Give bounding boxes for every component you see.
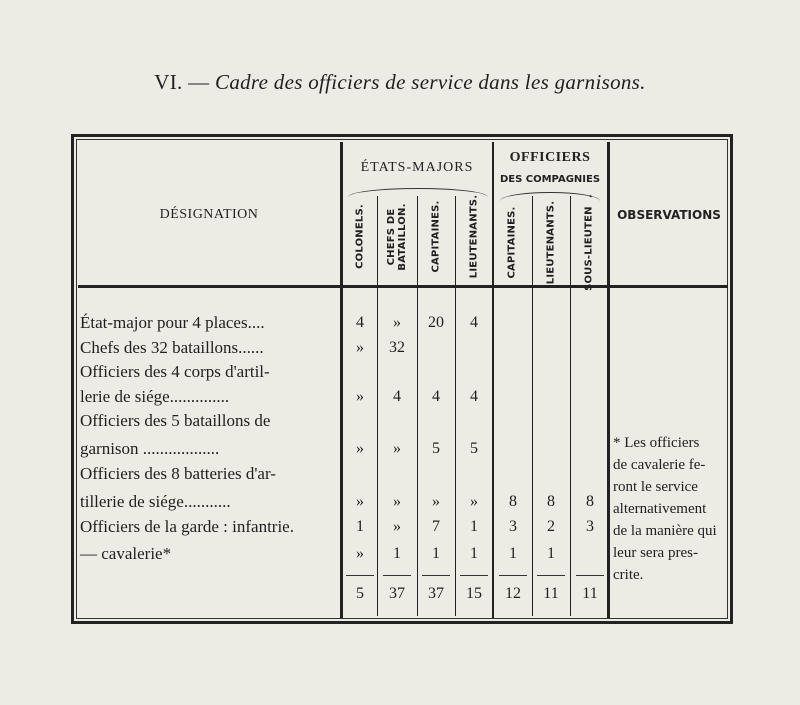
table-cell: 32 <box>389 339 405 356</box>
observations-note <box>613 432 731 586</box>
sum-rule <box>422 575 450 576</box>
table-cell: 4 <box>393 388 401 405</box>
total-cell: 11 <box>582 585 598 602</box>
table-cell: 4 <box>470 314 478 331</box>
sep-groups <box>492 142 494 618</box>
col-lieutenants-em: LIEUTENANTS. <box>468 194 480 279</box>
total-cell: 37 <box>428 585 444 602</box>
row-label: garnison .................. <box>80 439 220 458</box>
table-cell: 2 <box>547 518 555 535</box>
total-cell: 37 <box>389 585 405 602</box>
table-cell: » <box>356 545 364 562</box>
obs-line: de la manière qui <box>613 523 717 539</box>
row-label: Officiers des 5 bataillons de <box>80 411 271 430</box>
table-cell: 1 <box>470 518 478 535</box>
table-cell: 4 <box>470 388 478 405</box>
table-cell: 20 <box>428 314 444 331</box>
table-cell: » <box>356 493 364 510</box>
table-cell: 5 <box>432 440 440 457</box>
table-cell: 8 <box>586 493 594 510</box>
sum-rule <box>576 575 604 576</box>
table-cell: » <box>356 440 364 457</box>
header-officiers: OFFICIERS <box>509 150 591 165</box>
row-label: Officiers des 4 corps d'artil- <box>80 362 270 381</box>
total-cell: 12 <box>505 585 521 602</box>
table-cell: 3 <box>586 518 594 535</box>
table-cell: 8 <box>547 493 555 510</box>
table-cell: 8 <box>509 493 517 510</box>
table-cell: » <box>356 339 364 356</box>
obs-line: crite. <box>613 567 644 583</box>
table-cell: » <box>470 493 478 510</box>
obs-line: ront le service <box>613 479 698 495</box>
col-chefs-bataillon <box>386 187 408 287</box>
table-cell: 5 <box>470 440 478 457</box>
title-number: VI. — <box>154 70 210 94</box>
total-cell: 11 <box>543 585 559 602</box>
row-label: lerie de siége.............. <box>80 387 230 406</box>
table-cell: » <box>356 388 364 405</box>
table-cell: 1 <box>432 545 440 562</box>
row-label: Officiers des 8 batteries d'ar- <box>80 464 276 483</box>
row-label: tillerie de siége........... <box>80 492 231 511</box>
header-des-compagnies: DES COMPAGNIES <box>499 174 601 185</box>
sum-rule <box>460 575 488 576</box>
obs-line: alternativement <box>613 501 707 517</box>
table-cell: » <box>393 518 401 535</box>
sum-rule <box>346 575 374 576</box>
header-designation: DÉSIGNATION <box>159 207 259 222</box>
row-label: Chefs des 32 bataillons...... <box>80 338 264 357</box>
col-lieutenants-comp: LIEUTENANTS. <box>545 200 557 285</box>
table-cell: 1 <box>470 545 478 562</box>
sum-rule <box>537 575 565 576</box>
sep-col6 <box>570 196 571 616</box>
row-label: Officiers de la garde : infantrie. <box>80 517 294 536</box>
table-cell: » <box>393 493 401 510</box>
row-label: — cavalerie* <box>80 544 172 563</box>
sum-rule <box>383 575 411 576</box>
obs-line: * Les officiers <box>613 435 700 451</box>
total-cell: 5 <box>356 585 364 602</box>
row-label: État-major pour 4 places.... <box>80 313 265 332</box>
table-cell: 4 <box>356 314 364 331</box>
table-cell: » <box>432 493 440 510</box>
header-observations: OBSERVATIONS <box>617 208 721 222</box>
total-cell: 15 <box>466 585 482 602</box>
obs-line: de cavalerie fe- <box>613 457 706 473</box>
col-chefs-bataillon-label: CHEFS DE BATAILLON. <box>386 203 408 271</box>
table-cell: 3 <box>509 518 517 535</box>
table-cell: 1 <box>393 545 401 562</box>
obs-line: leur sera pres- <box>613 545 698 561</box>
table-cell: 1 <box>509 545 517 562</box>
table-cell: 4 <box>432 388 440 405</box>
page-title <box>0 70 800 95</box>
table-cell: » <box>393 440 401 457</box>
table-cell: 1 <box>356 518 364 535</box>
table-cell: 7 <box>432 518 440 535</box>
header-etats-majors: ÉTATS-MAJORS <box>360 160 474 175</box>
table-cell: » <box>393 314 401 331</box>
sum-rule <box>499 575 527 576</box>
col-capitaines-em: CAPITAINES. <box>430 200 442 273</box>
table-cell: 1 <box>547 545 555 562</box>
col-sous-lieutenants: SOUS-LIEUTEN. <box>583 194 595 291</box>
col-colonels: COLONELS. <box>354 204 366 269</box>
title-text: Cadre des officiers de service dans les garnisons. <box>215 70 646 94</box>
col-capitaines-comp: CAPITAINES. <box>506 206 518 279</box>
